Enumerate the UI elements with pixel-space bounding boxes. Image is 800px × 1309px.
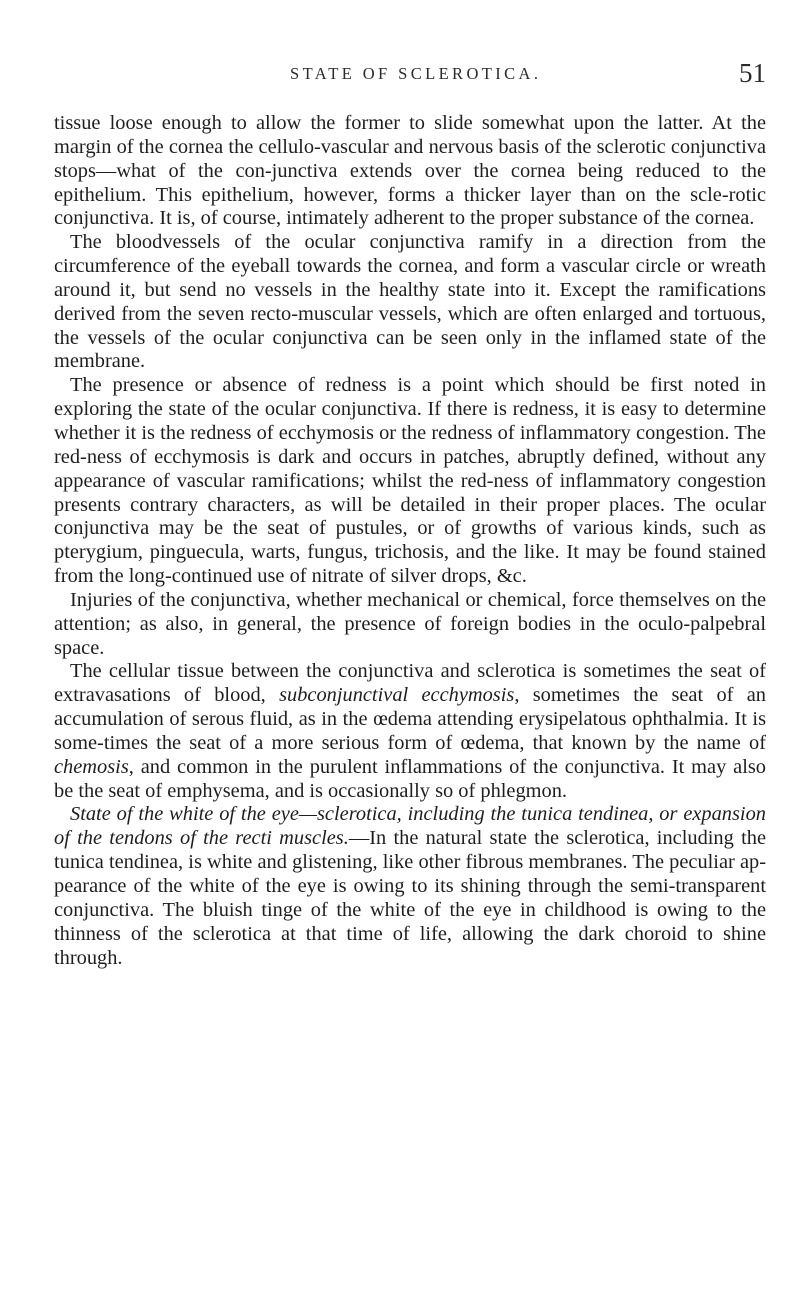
running-head [54, 58, 766, 90]
paragraph-text: , and common in the purulent inflammations of the conjunctiva. It may also be the seat of emphysema, and is occasionally so of phlegmon. [54, 755, 766, 802]
italic-term: chemosis [54, 755, 129, 778]
body-text [54, 112, 766, 970]
italic-term: subconjunctival ecchymosis [279, 684, 515, 707]
paragraph-sclerotica [54, 803, 766, 970]
paragraph-text: Injuries of the conjunctiva, whether mechanical or chemical, force themselves on the attention; as also, in general, the presence of foreign bodies in the oculo-palpebral space. [54, 588, 766, 659]
paragraph-text: The cellular tissue between the conjunctiva and sclerotica is sometimes the seat of extravasations of blood, [54, 660, 766, 707]
section-heading: State of the white of the eye—sclerotica, including the tunica tendinea, or expansion of the tendons of the recti muscles. [54, 803, 766, 850]
book-page [54, 58, 766, 970]
paragraph-redness [54, 374, 766, 589]
running-title: STATE OF SCLEROTICA. [290, 64, 542, 83]
paragraph-text: —In the natural state the sclerotica, including the tunica tendinea, is white and glistening, like other fibrous membranes. The peculiar ap-pearance of the white of the eye is owing to its shining through the semi-transparent conjunctiva. The bluish tinge of the white of the eye in childhood is owing to the thinness of the sclerotica at that time of life, allowing the dark choroid to shine through. [54, 827, 766, 969]
paragraph-conjunctiva-cornea [54, 112, 766, 231]
paragraph-text: , sometimes the seat of an accumulation of serous fluid, as in the œdema attending erysipelatous ophthalmia. It is some-times the seat of a more serious form of œdema, that known by the name of [54, 684, 766, 754]
page-number: 51 [739, 58, 766, 88]
paragraph-bloodvessels [54, 231, 766, 374]
paragraph-cellular-tissue [54, 660, 766, 803]
paragraph-injuries [54, 589, 766, 661]
paragraph-text: The bloodvessels of the ocular conjunctiva ramify in a direction from the circumference of the eyeball towards the cornea, and form a vascular circle or wreath around it, but send no vessels in the healthy state into it. Except the ramifications derived from the seven recto-muscular vessels, which are often enlarged and tortuous, the vessels of the ocular conjunctiva can be seen only in the inflamed state of the membrane. [54, 231, 766, 373]
paragraph-text: The presence or absence of redness is a point which should be first noted in exploring the state of the ocular conjunctiva. If there is redness, it is easy to determine whether it is the redness of ecchymosis or the redness of inflammatory congestion. The red-ness of ecchymosis is dark and occurs in patches, abruptly defined, without any appearance of vascular ramifications; whilst the red-ness of inflammatory congestion presents contrary characters, as will be detailed in their proper places. The ocular conjunctiva may be the seat of pustules, or of growths of various kinds, such as pterygium, pinguecula, warts, fungus, trichosis, and the like. It may be found stained from the long-continued use of nitrate of silver drops, &c. [54, 374, 766, 588]
paragraph-text: tissue loose enough to allow the former to slide somewhat upon the latter. At the margin of the cornea the cellulo-vascular and nervous basis of the sclerotic conjunctiva stops—what of the con-junctiva extends over the cornea being reduced to the epithelium. This epithelium, however, forms a thicker layer than on the scle-rotic conjunctiva. It is, of course, intimately adherent to the proper substance of the cornea. [54, 112, 766, 230]
